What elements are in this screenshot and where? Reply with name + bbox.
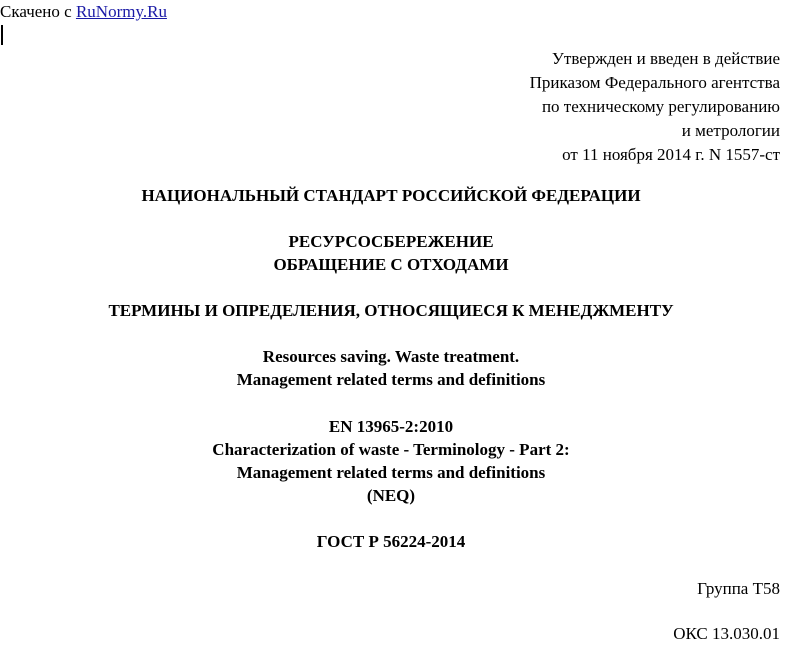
approval-line: от 11 ноября 2014 г. N 1557-ст xyxy=(562,145,780,164)
standard-heading xyxy=(0,184,782,207)
title-ru-line: ОБРАЩЕНИЕ С ОТХОДАМИ xyxy=(273,255,509,274)
classification-oks: ОКС 13.030.01 xyxy=(673,624,780,643)
approval-line: и метрологии xyxy=(681,121,780,140)
title-ru-line: РЕСУРСОСБЕРЕЖЕНИЕ xyxy=(288,232,494,251)
approval-line: Приказом Федерального агентства xyxy=(529,73,780,92)
en-reference-block xyxy=(0,415,782,507)
standard-heading-text: НАЦИОНАЛЬНЫЙ СТАНДАРТ РОССИЙСКОЙ ФЕДЕРАЦИИ xyxy=(141,186,641,205)
title-en-block xyxy=(0,345,782,391)
en-reference-title-line: Characterization of waste - Terminology - Part 2: xyxy=(212,440,570,459)
text-cursor xyxy=(1,25,3,45)
approval-block xyxy=(530,47,780,167)
title-ru-block xyxy=(0,230,782,276)
source-line xyxy=(0,2,167,22)
en-reference-equivalence: (NEQ) xyxy=(366,486,416,505)
en-reference-code: EN 13965-2:2010 xyxy=(328,417,454,436)
en-reference-title-line: Management related terms and definitions xyxy=(236,463,546,482)
gost-code-block xyxy=(0,530,782,553)
title-en-line: Management related terms and definitions xyxy=(236,370,546,389)
approval-line: Утвержден и введен в действие xyxy=(551,49,780,68)
subtitle-ru-block xyxy=(0,299,782,322)
approval-line: по техническому регулированию xyxy=(541,97,780,116)
source-link[interactable]: RuNormy.Ru xyxy=(75,2,167,21)
gost-code: ГОСТ Р 56224-2014 xyxy=(316,532,466,551)
classification-group: Группа Т58 xyxy=(697,579,780,598)
source-prefix: Скачено с xyxy=(0,2,72,21)
subtitle-ru-text: ТЕРМИНЫ И ОПРЕДЕЛЕНИЯ, ОТНОСЯЩИЕСЯ К МЕНЕДЖМЕНТУ xyxy=(108,301,674,320)
title-en-line: Resources saving. Waste treatment. xyxy=(262,347,520,366)
